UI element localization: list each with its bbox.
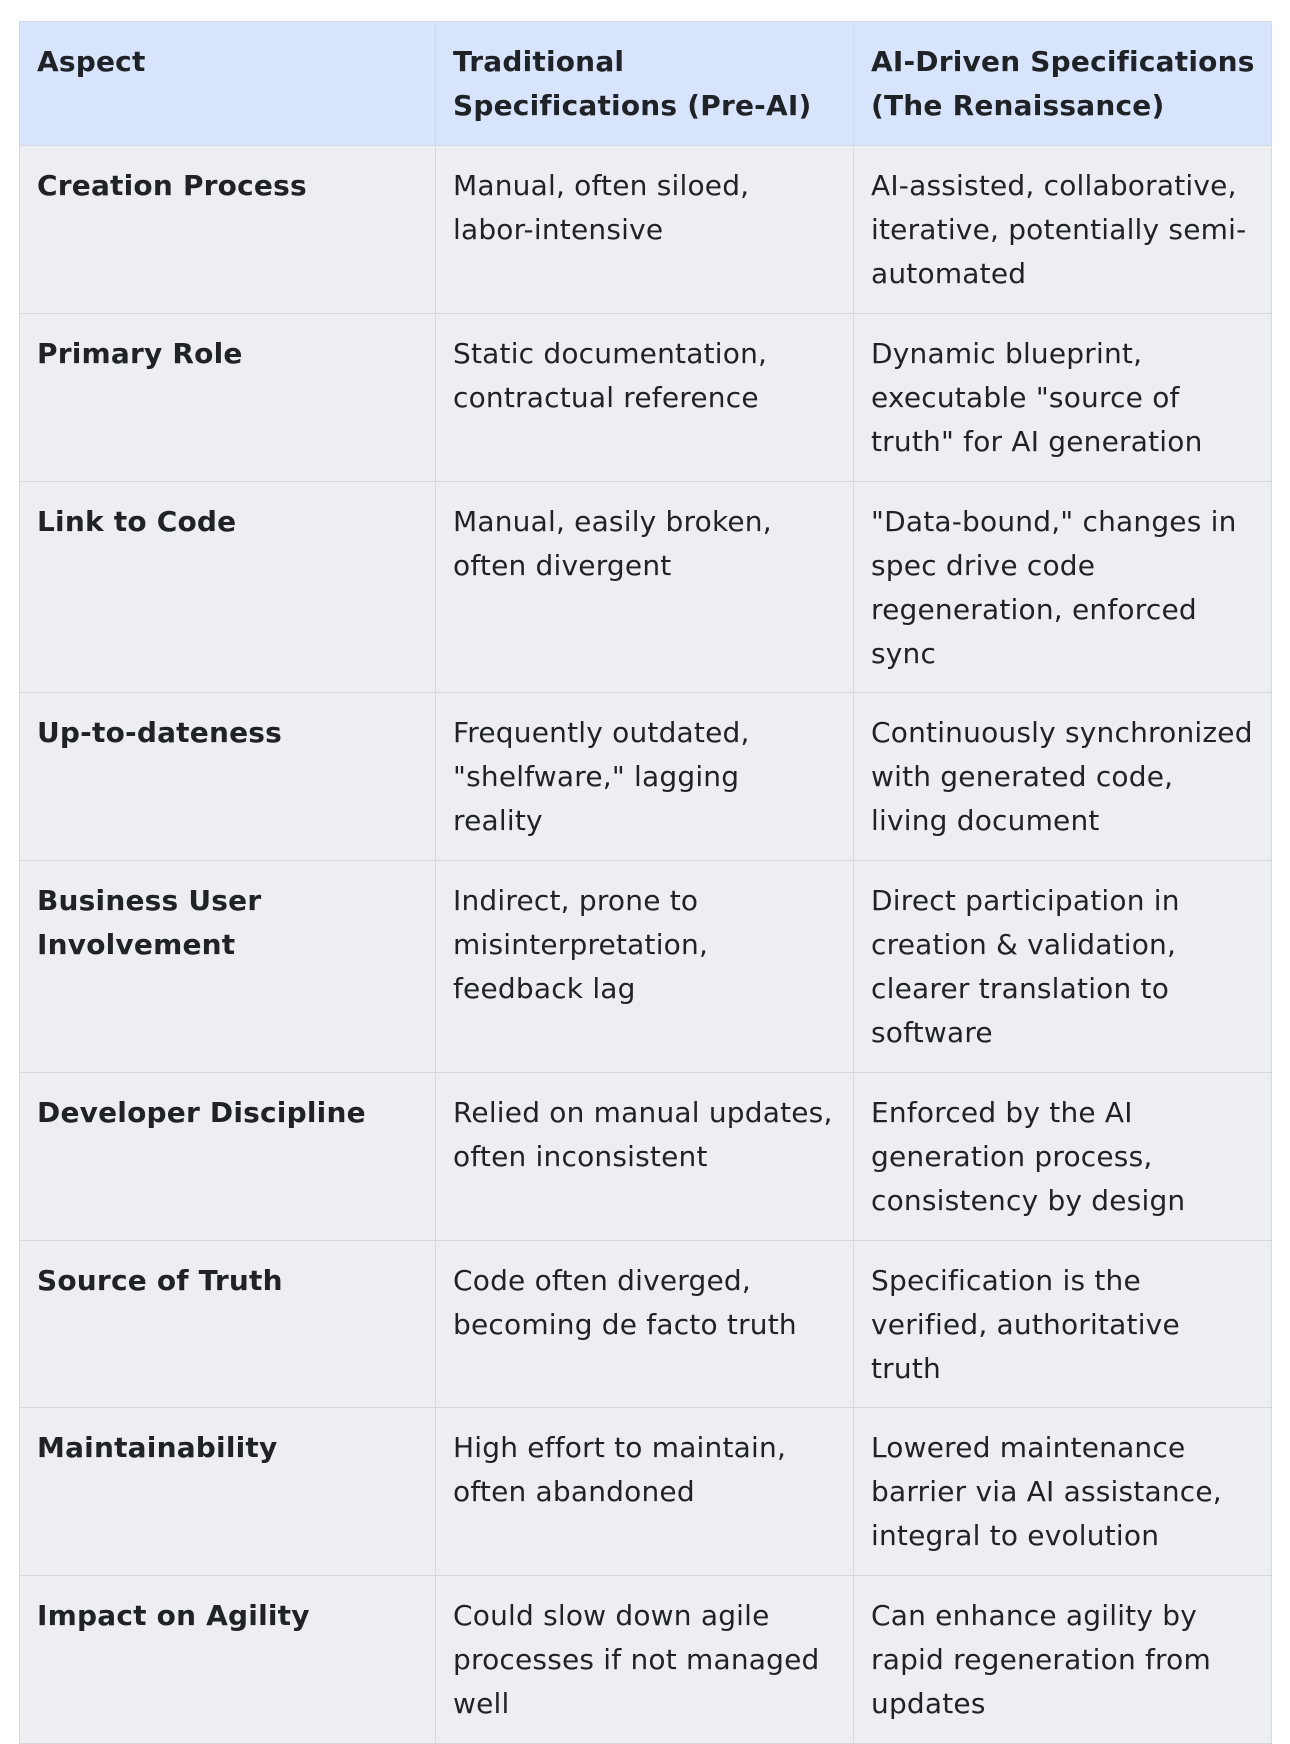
aspect-cell: Maintainability	[20, 1408, 436, 1576]
ai-driven-cell: Continuously synchronized with generated code, living document	[854, 693, 1272, 861]
header-aspect: Aspect	[20, 22, 436, 146]
comparison-table	[19, 21, 1272, 1744]
traditional-cell: High effort to maintain, often abandoned	[436, 1408, 854, 1576]
aspect-cell: Developer Discipline	[20, 1073, 436, 1241]
table-row	[20, 1073, 1272, 1241]
aspect-cell: Up-to-dateness	[20, 693, 436, 861]
traditional-cell: Indirect, prone to misinterpretation, feedback lag	[436, 861, 854, 1073]
ai-driven-cell: Dynamic blueprint, executable "source of truth" for AI generation	[854, 314, 1272, 482]
traditional-cell: Manual, often siloed, labor-intensive	[436, 146, 854, 314]
traditional-cell: Code often diverged, becoming de facto truth	[436, 1241, 854, 1408]
ai-driven-cell: AI-assisted, collaborative, iterative, potentially semi-automated	[854, 146, 1272, 314]
aspect-cell: Impact on Agility	[20, 1576, 436, 1744]
table-row	[20, 314, 1272, 482]
header-ai-driven: AI-Driven Specifications (The Renaissance)	[854, 22, 1272, 146]
comparison-table-container	[19, 21, 1271, 1744]
table-row	[20, 482, 1272, 693]
aspect-cell: Link to Code	[20, 482, 436, 693]
table-row	[20, 146, 1272, 314]
aspect-cell: Business User Involvement	[20, 861, 436, 1073]
aspect-cell: Creation Process	[20, 146, 436, 314]
aspect-cell: Primary Role	[20, 314, 436, 482]
table-row	[20, 1576, 1272, 1744]
table-header-row	[20, 22, 1272, 146]
ai-driven-cell: Specification is the verified, authoritative truth	[854, 1241, 1272, 1408]
traditional-cell: Manual, easily broken, often divergent	[436, 482, 854, 693]
table-row	[20, 693, 1272, 861]
traditional-cell: Frequently outdated, "shelfware," lagging reality	[436, 693, 854, 861]
traditional-cell: Static documentation, contractual reference	[436, 314, 854, 482]
ai-driven-cell: Enforced by the AI generation process, consistency by design	[854, 1073, 1272, 1241]
ai-driven-cell: "Data-bound," changes in spec drive code regeneration, enforced sync	[854, 482, 1272, 693]
ai-driven-cell: Direct participation in creation & validation, clearer translation to software	[854, 861, 1272, 1073]
ai-driven-cell: Lowered maintenance barrier via AI assistance, integral to evolution	[854, 1408, 1272, 1576]
header-traditional: Traditional Specifications (Pre-AI)	[436, 22, 854, 146]
table-row	[20, 1241, 1272, 1408]
table-row	[20, 861, 1272, 1073]
aspect-cell: Source of Truth	[20, 1241, 436, 1408]
traditional-cell: Could slow down agile processes if not managed well	[436, 1576, 854, 1744]
ai-driven-cell: Can enhance agility by rapid regeneration from updates	[854, 1576, 1272, 1744]
traditional-cell: Relied on manual updates, often inconsistent	[436, 1073, 854, 1241]
table-row	[20, 1408, 1272, 1576]
